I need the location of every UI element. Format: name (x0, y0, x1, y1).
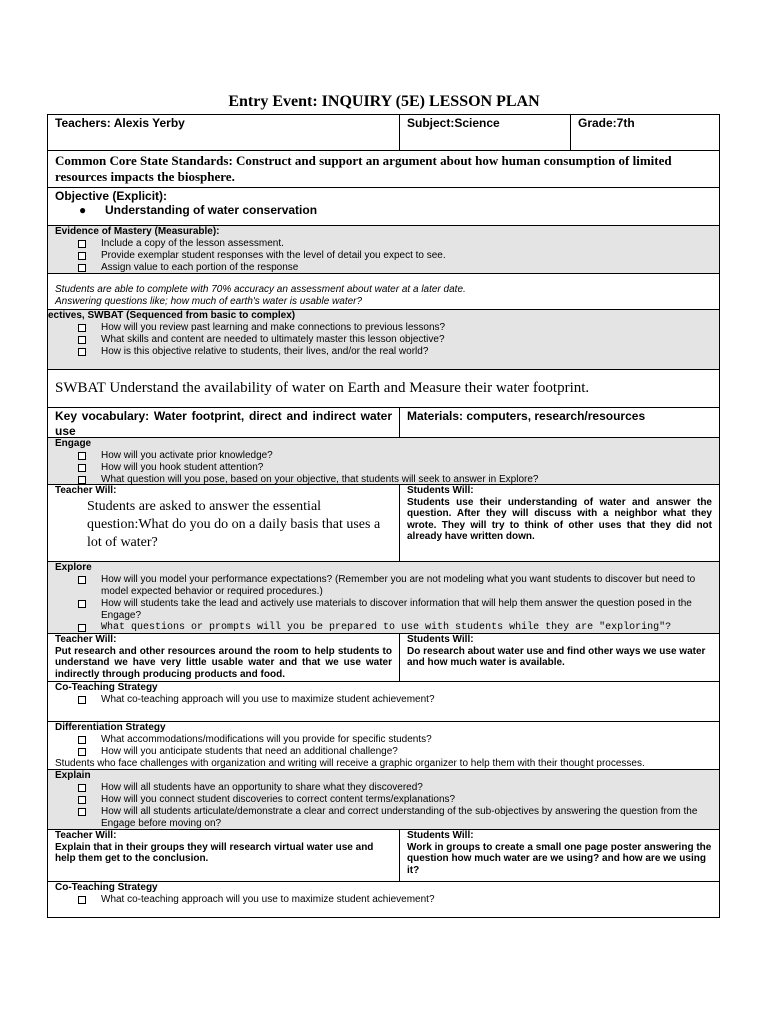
explain-heading: Explain (55, 770, 91, 781)
coteaching-list (55, 694, 712, 706)
objective-text: Understanding of water conservation (105, 203, 318, 217)
list-item: How will students take the lead and actively use materials to discover information that will help them answer the question posed in the Engage? (78, 598, 712, 622)
teacher-will-heading: Teacher Will: (55, 634, 117, 645)
explain-list (55, 782, 712, 830)
list-item: Assign value to each portion of the response (78, 262, 712, 273)
list-item: What co-teaching approach will you use to maximize student achievement? (78, 694, 712, 706)
explore-row (48, 561, 719, 633)
vocab-row (48, 407, 719, 437)
differentiation-list (55, 734, 712, 758)
list-item: How is this objective relative to students, their lives, and/or the real world? (78, 346, 712, 358)
coteaching-heading: Co-Teaching Strategy (55, 682, 158, 693)
explore-roles-row (48, 633, 719, 681)
standards-row (48, 150, 719, 187)
explore-list (55, 574, 712, 634)
explain-students-text: Work in groups to create a small one page poster answering the question how much water are we using? and how are we using it? (407, 841, 712, 876)
list-item: How will all students articulate/demonstrate a clear and correct understanding of the sub-objectives by answering the question from the Engage before moving on? (78, 806, 712, 829)
evidence-note-2: Answering questions like; how much of earth's water is usable water? (55, 296, 363, 308)
engage-teacher-text: Students are asked to answer the essential question:What do you do on a daily basis that uses a lot of water? (87, 498, 381, 550)
list-item: What questions or prompts will you be prepared to use with students while they are "exploring"? (78, 622, 712, 633)
objective-heading: Objective (Explicit): (55, 189, 168, 203)
subobjectives-list (48, 322, 712, 359)
list-item: What co-teaching approach will you use to maximize student achievement? (78, 894, 712, 906)
explain-teacher-text: Explain that in their groups they will research virtual water use and help them get to the conclusion. (55, 841, 374, 864)
differentiation-heading: Differentiation Strategy (55, 722, 166, 733)
subject-cell: Subject:Science (399, 115, 570, 150)
list-item: How will you model your performance expectations? (Remember you are not modeling what you want students to discover but need to model expected behavior or required procedures.) (78, 574, 712, 598)
engage-roles-row (48, 484, 719, 561)
explore-heading: Explore (55, 562, 92, 573)
list-item: What skills and content are needed to ultimately master this lesson objective? (78, 334, 712, 346)
list-item: How will you review past learning and make connections to previous lessons? (78, 322, 712, 334)
coteaching-heading: Co-Teaching Strategy (55, 882, 158, 893)
engage-heading: Engage (55, 438, 92, 449)
explain-row (48, 769, 719, 829)
vocabulary-text: Key vocabulary: Water footprint, direct and indirect water use (55, 409, 392, 437)
grade-cell: Grade:7th (570, 115, 719, 150)
subobjectives-row (48, 309, 719, 369)
header-row (48, 115, 719, 150)
engage-list (55, 450, 712, 485)
explore-students-text: Do research about water use and find other ways we use water and how much water is available. (407, 645, 706, 668)
list-item: Provide exemplar student responses with the level of detail you expect to see. (78, 250, 712, 262)
evidence-heading: Evidence of Mastery (Measurable): (55, 226, 220, 237)
students-will-heading: Students Will: (407, 634, 474, 645)
evidence-list (55, 238, 712, 274)
bullet-icon: ● (79, 203, 87, 217)
engage-students-text: Students use their understanding of water and answer the question. After they will discuss with a neighbor what they wrote. They will try to think of other uses that they did not already have written down. (407, 496, 712, 542)
coteaching-row-1 (48, 681, 719, 721)
explore-teacher-text: Put research and other resources around the room to help students to understand we have very little usable water and that we use water indirectly through producing products and food. (55, 645, 392, 680)
lesson-plan-table (47, 114, 720, 918)
evidence-note-row (48, 273, 719, 309)
differentiation-row (48, 721, 719, 769)
coteaching-row-2 (48, 881, 719, 917)
subobjectives-heading: ectives, SWBAT (Sequenced from basic to complex) (48, 310, 296, 321)
teacher-will-heading: Teacher Will: (55, 485, 117, 496)
objective-row (48, 187, 719, 225)
list-item: Include a copy of the lesson assessment. (78, 238, 712, 250)
list-item: How will you anticipate students that need an additional challenge? (78, 746, 712, 758)
engage-row (48, 437, 719, 484)
swbat-text: SWBAT Understand the availability of water on Earth and Measure their water footprint. (55, 380, 590, 396)
objective-item (55, 203, 712, 217)
teacher-will-heading: Teacher Will: (55, 830, 117, 841)
list-item: How will you activate prior knowledge? (78, 450, 712, 462)
students-will-heading: Students Will: (407, 830, 474, 841)
coteaching-list (55, 894, 712, 906)
evidence-row (48, 225, 719, 273)
list-item: How will all students have an opportunity to share what they discovered? (78, 782, 712, 794)
list-item: How will you hook student attention? (78, 462, 712, 474)
differentiation-note: Students who face challenges with organization and writing will receive a graphic organizer to help them with their thought processes. (55, 757, 645, 769)
list-item: How will you connect student discoveries to correct content terms/explanations? (78, 794, 712, 806)
list-item: What question will you pose, based on your objective, that students will seek to answer in Explore? (78, 474, 712, 484)
standards-text: Common Core State Standards: Construct and support an argument about how human consumption of limited resources impacts the biosphere. (55, 153, 672, 184)
materials-text: Materials: computers, research/resources (399, 408, 719, 437)
explain-roles-row (48, 829, 719, 881)
evidence-note-1: Students are able to complete with 70% accuracy an assessment about water at a later date. (55, 284, 466, 295)
teachers-cell: Teachers: Alexis Yerby (55, 116, 185, 130)
swbat-row (48, 369, 719, 407)
page-title: Entry Event: INQUIRY (5E) LESSON PLAN (228, 93, 540, 110)
students-will-heading: Students Will: (407, 485, 474, 496)
list-item: What accommodations/modifications will you provide for specific students? (78, 734, 712, 746)
